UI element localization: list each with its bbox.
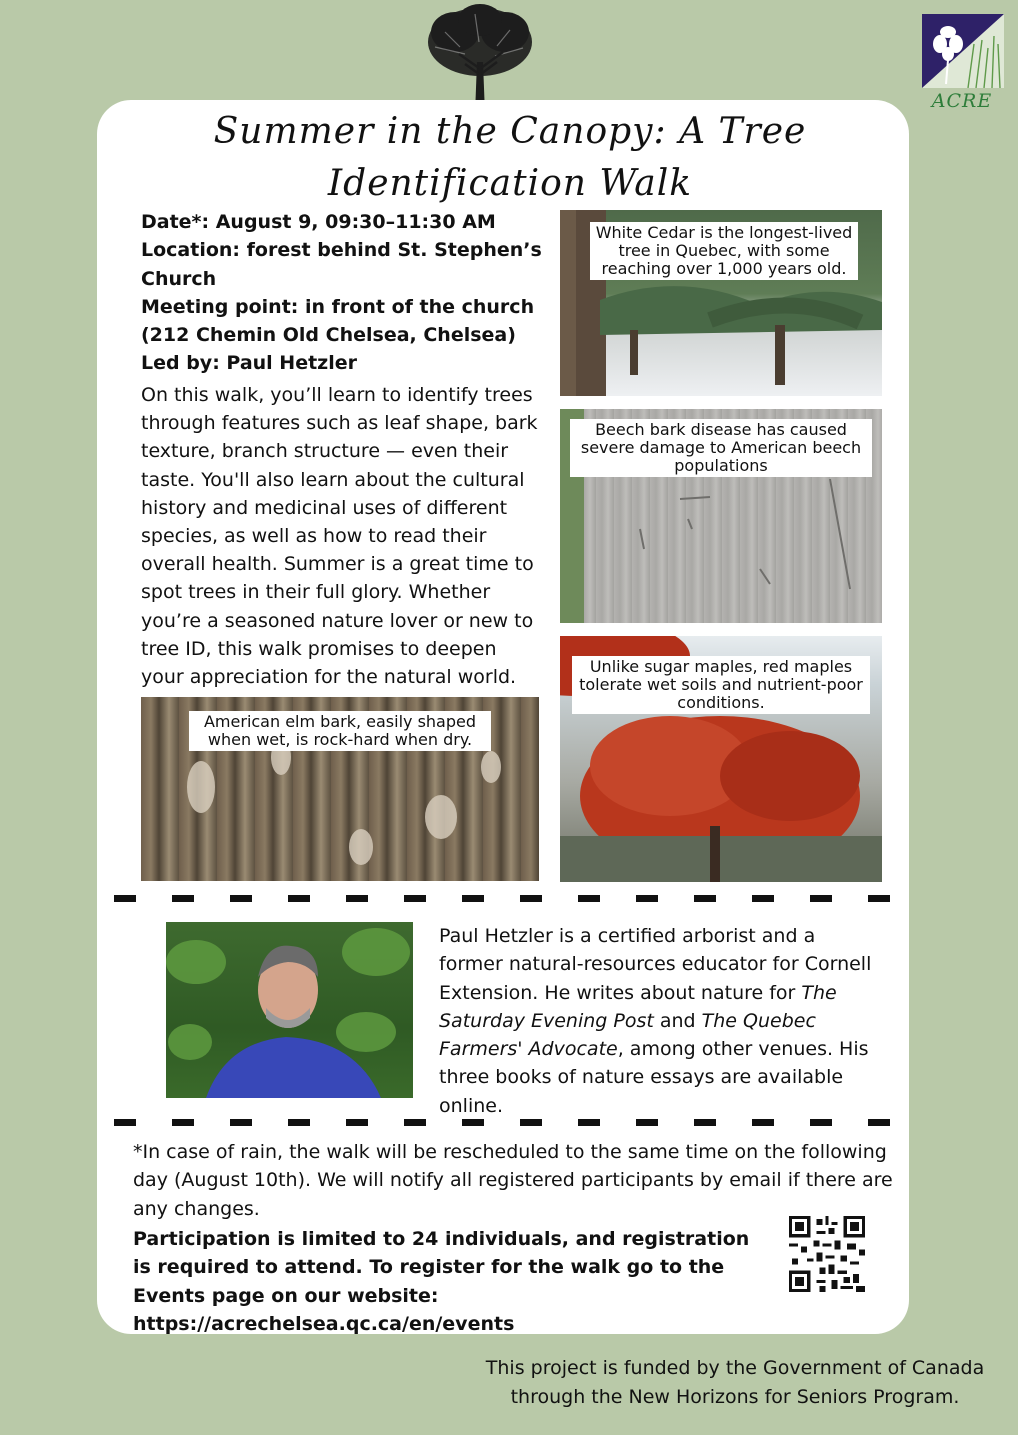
funding-note xyxy=(472,1354,998,1411)
red-maple-caption: Unlike sugar maples, red maples tolerate wet soils and nutrient-poor conditions. xyxy=(572,656,870,714)
event-description: On this walk, you’ll learn to identify trees through features such as leaf shape, bark texture, branch structure — even their taste. You'll also learn about the cultural history and medicinal uses of different species, as well as how to read their overall health. Summer is a great time to spot trees in their full glory. Whether you’re a seasoned nature lover or new to tree ID, this walk promises to deepen your appreciation for the natural world. xyxy=(141,384,538,689)
bio-publication-1: The Saturday Evening Post xyxy=(439,981,837,1032)
bio-part-3: , among other venues. His three books of nature essays are available online. xyxy=(439,1038,869,1117)
dashed-divider xyxy=(114,1119,894,1126)
title-line-1: Summer in the Canopy: A Tree xyxy=(213,111,807,152)
logo-text: ACRE xyxy=(931,90,993,112)
white-cedar-photo xyxy=(560,210,882,396)
bio-publication-2: The Quebec Farmers' Advocate xyxy=(439,1009,816,1061)
american-elm-photo xyxy=(141,697,539,881)
bio-part-2: and xyxy=(653,1009,702,1032)
event-leader: Led by: Paul Hetzler xyxy=(141,352,357,375)
dashed-divider xyxy=(114,895,894,902)
rain-note: *In case of rain, the walk will be rescheduled to the same time on the following day (August 10th). We will notify all registered participants by email if there are any changes. xyxy=(133,1141,893,1220)
title-line-2: Identification Walk xyxy=(327,163,693,204)
american-elm-caption: American elm bark, easily shaped when wet, is rock-hard when dry. xyxy=(189,711,491,751)
leader-bio xyxy=(439,922,884,1120)
event-date: Date*: August 9, 09:30–11:30 AM xyxy=(141,211,496,233)
iris-flower-icon xyxy=(922,14,1004,88)
bio-part-1: Paul Hetzler is a certified arborist and a former natural-resources educator for Cornell Extension. He writes about nature for xyxy=(439,925,872,1004)
white-cedar-caption: White Cedar is the longest-lived tree in Quebec, with some reaching over 1,000 years old. xyxy=(590,222,858,280)
funding-line-1: This project is funded by the Government of Canada xyxy=(485,1357,985,1379)
event-details xyxy=(141,208,551,378)
registration-info: Participation is limited to 24 individuals, and registration is required to attend. To register for the walk go to the Events page on our website: https://acrechelsea.qc.ca/en/events xyxy=(133,1228,750,1335)
acre-logo xyxy=(918,14,1006,118)
tree-icon xyxy=(415,2,545,114)
red-maple-photo xyxy=(560,636,882,882)
page-title xyxy=(200,106,820,210)
paul-hetzler-photo xyxy=(166,922,413,1098)
event-location: Location: forest behind St. Stephen’s Church xyxy=(141,239,542,290)
qr-code-icon[interactable] xyxy=(789,1216,865,1292)
beech-bark-photo xyxy=(560,409,882,623)
beech-bark-caption: Beech bark disease has caused severe damage to American beech populations xyxy=(570,419,872,477)
event-meeting-point: Meeting point: in front of the church (212 Chemin Old Chelsea, Chelsea) xyxy=(141,295,535,347)
funding-line-2: through the New Horizons for Seniors Program. xyxy=(510,1385,960,1408)
